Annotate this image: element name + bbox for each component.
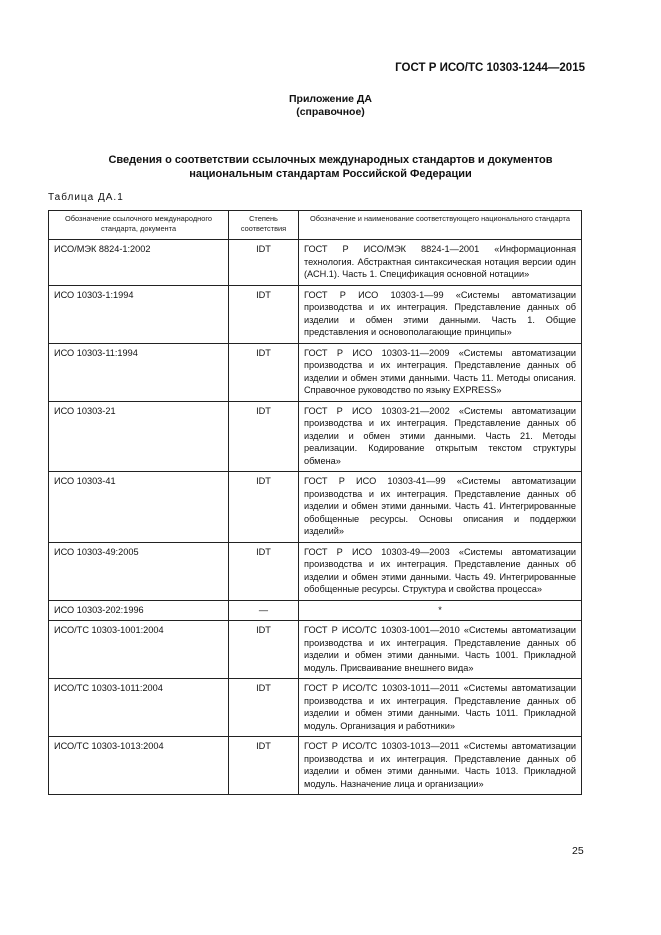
degree-cell: IDT (229, 285, 299, 343)
national-standard-cell: * (299, 600, 582, 621)
table-row (49, 542, 582, 600)
column-header-national-standard: Обозначение и наименование соответствующего национального стандарта (299, 211, 582, 240)
degree-cell: IDT (229, 472, 299, 543)
reference-cell: ИСО 10303-49:2005 (49, 542, 229, 600)
degree-cell: IDT (229, 679, 299, 737)
section-heading-line-2: национальным стандартам Российской Федерации (189, 168, 472, 180)
degree-cell: IDT (229, 542, 299, 600)
column-header-reference: Обозначение ссылочного международного стандарта, документа (49, 211, 229, 240)
section-heading (0, 153, 661, 181)
document-code: ГОСТ Р ИСО/ТС 10303-1244—2015 (395, 62, 585, 74)
national-standard-cell: ГОСТ Р ИСО/МЭК 8824-1—2001 «Информационная технология. Абстрактная синтаксическая нотация версии один (АСН.1). Часть 1. Спецификация основной нотации» (299, 240, 582, 286)
national-standard-cell: ГОСТ Р ИСО 10303-1—99 «Системы автоматизации производства и их интеграция. Представление данных об изделии и обмен этими данными. Часть 1. Общие представления и основополагающие принципы» (299, 285, 582, 343)
table-row (49, 285, 582, 343)
page-number: 25 (572, 845, 584, 857)
table-row (49, 621, 582, 679)
degree-cell: IDT (229, 621, 299, 679)
reference-cell: ИСО 10303-1:1994 (49, 285, 229, 343)
national-standard-cell: ГОСТ Р ИСО/ТС 10303-1001—2010 «Системы автоматизации производства и их интеграция. Представление данных об изделии и обмен этими данными. Часть 1001. Прикладной модуль. Присваивание внешнего вида» (299, 621, 582, 679)
table-row (49, 240, 582, 286)
reference-cell: ИСО/ТС 10303-1011:2004 (49, 679, 229, 737)
table-row (49, 600, 582, 621)
national-standard-cell: ГОСТ Р ИСО 10303-41—99 «Системы автоматизации производства и их интеграция. Представление данных об изделии и обмен этими данными. Часть 41. Интегрированные обобщенные ресурсы. Основы описания и поддержки изделий» (299, 472, 582, 543)
reference-cell: ИСО 10303-41 (49, 472, 229, 543)
national-standard-cell: ГОСТ Р ИСО/ТС 10303-1011—2011 «Системы автоматизации производства и их интеграция. Представление данных об изделии и обмен этими данными. Часть 1011. Прикладной модуль. Организация и работники» (299, 679, 582, 737)
column-header-degree: Степень соответствия (229, 211, 299, 240)
annex-subtitle: (справочное) (296, 106, 365, 118)
national-standard-cell: ГОСТ Р ИСО 10303-49—2003 «Системы автоматизации производства и их интеграция. Представление данных об изделии и обмен этими данными. Часть 49. Интегрированные обобщенные ресурсы. Структура и свойства процесса» (299, 542, 582, 600)
section-heading-line-1: Сведения о соответствии ссылочных международных стандартов и документов (108, 154, 553, 166)
table-header-row (49, 211, 582, 240)
table-row (49, 472, 582, 543)
reference-cell: ИСО 10303-21 (49, 401, 229, 472)
reference-cell: ИСО 10303-202:1996 (49, 600, 229, 621)
table-row (49, 737, 582, 795)
correspondence-table (48, 210, 582, 795)
annex-title: Приложение ДА (289, 93, 372, 105)
reference-cell: ИСО/МЭК 8824-1:2002 (49, 240, 229, 286)
national-standard-cell: ГОСТ Р ИСО 10303-11—2009 «Системы автоматизации производства и их интеграция. Представление данных об изделии и обмен этими данными. Часть 11. Методы описания. Справочное руководство по языку EXPRESS» (299, 343, 582, 401)
reference-cell: ИСО 10303-11:1994 (49, 343, 229, 401)
table-row (49, 401, 582, 472)
annex-title-block (0, 93, 661, 119)
degree-cell: — (229, 600, 299, 621)
national-standard-cell: ГОСТ Р ИСО/ТС 10303-1013—2011 «Системы автоматизации производства и их интеграция. Представление данных об изделии и обмен этими данными. Часть 1013. Прикладной модуль. Назначение лица и организации» (299, 737, 582, 795)
national-standard-cell: ГОСТ Р ИСО 10303-21—2002 «Системы автоматизации производства и их интеграция. Представление данных об изделии и обмен этими данными. Часть 21. Методы реализации. Кодирование открытым текстом структуры обмена» (299, 401, 582, 472)
reference-cell: ИСО/ТС 10303-1001:2004 (49, 621, 229, 679)
table-row (49, 679, 582, 737)
degree-cell: IDT (229, 240, 299, 286)
degree-cell: IDT (229, 343, 299, 401)
degree-cell: IDT (229, 401, 299, 472)
table-label: Таблица ДА.1 (48, 192, 124, 203)
table-row (49, 343, 582, 401)
degree-cell: IDT (229, 737, 299, 795)
reference-cell: ИСО/ТС 10303-1013:2004 (49, 737, 229, 795)
